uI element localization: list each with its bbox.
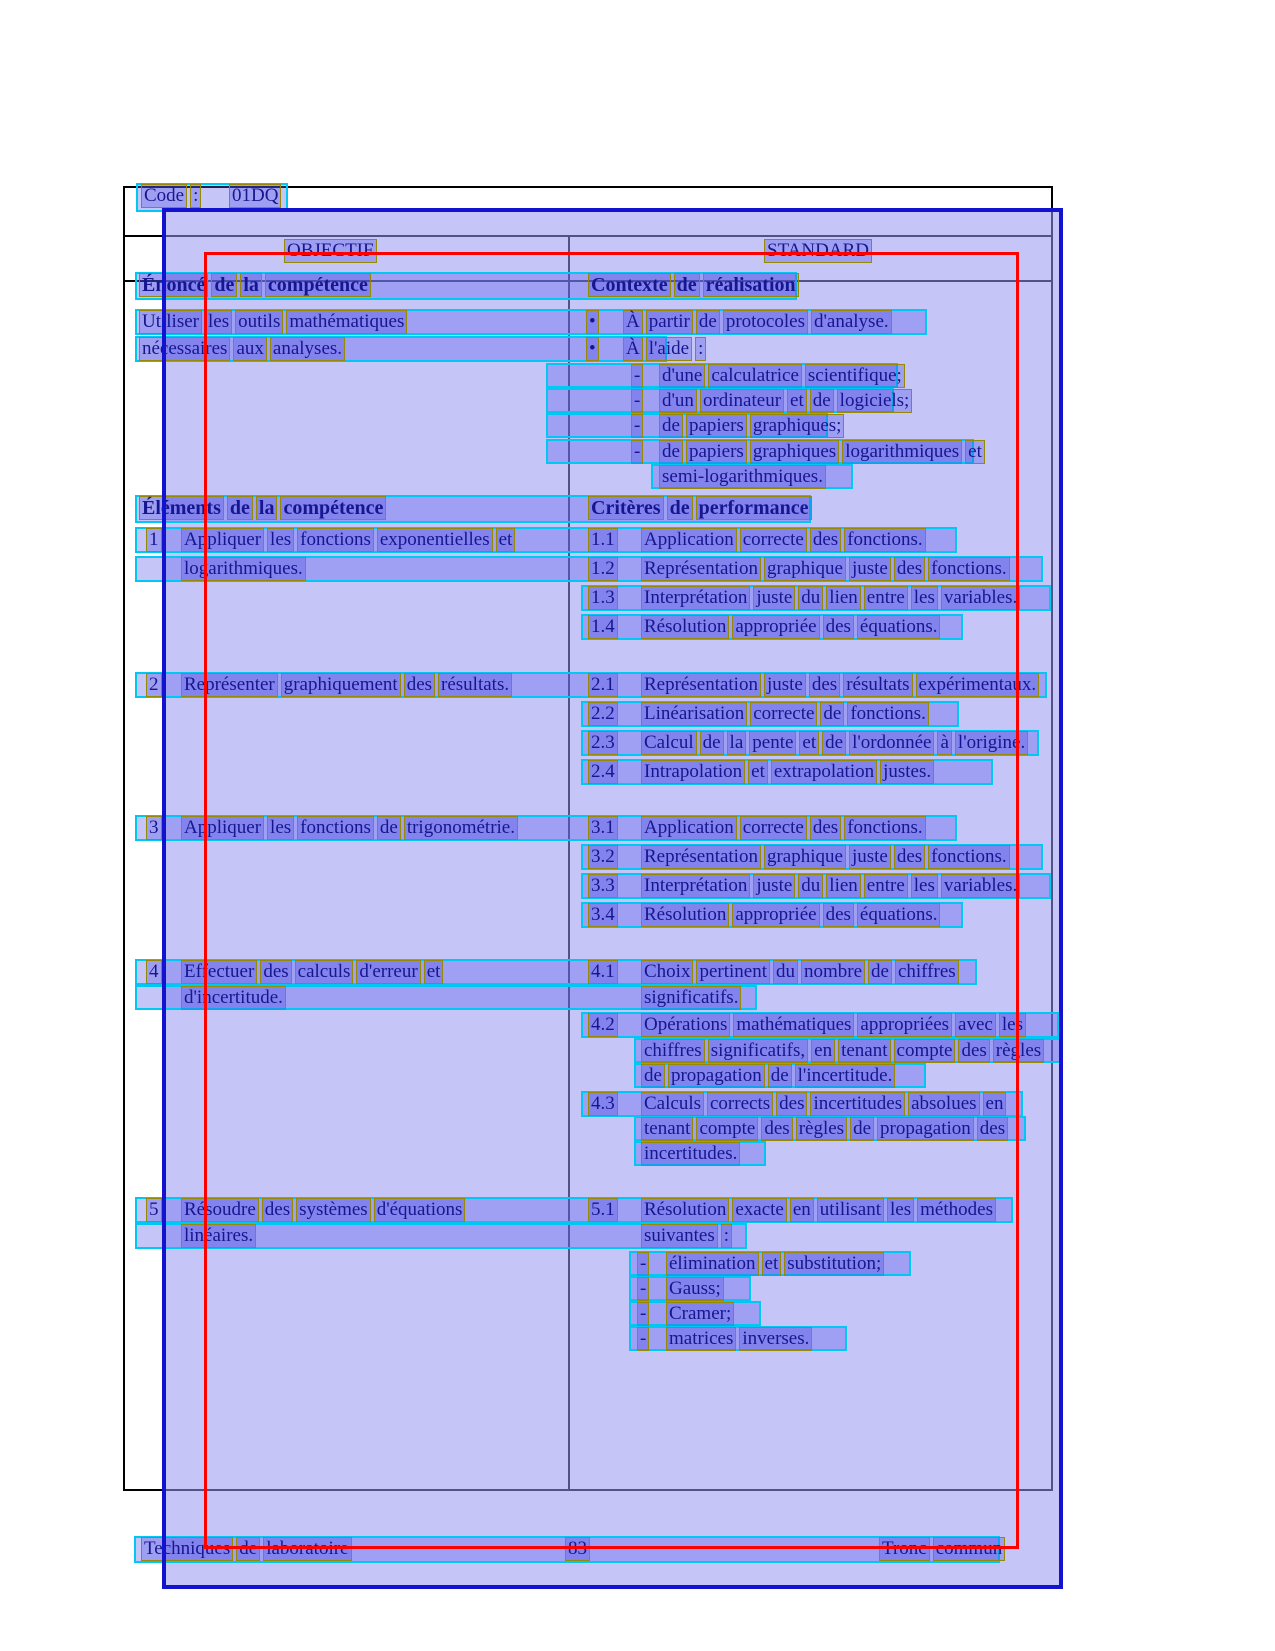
word-box: 1 [146, 528, 162, 552]
word-box: absolues [908, 1092, 979, 1116]
word-box: Code [141, 184, 187, 208]
word-box: et [424, 960, 444, 984]
word-box: expérimentaux. [916, 673, 1040, 697]
word-box: Cramer; [666, 1302, 734, 1326]
word-box: de [822, 731, 846, 755]
word-box: Appliquer [181, 528, 264, 552]
word-box: - [631, 364, 643, 388]
word-box: en [790, 1198, 814, 1222]
word-box: correcte [740, 528, 807, 552]
word-box: avec [955, 1013, 996, 1037]
word-box: règles [993, 1039, 1044, 1063]
word-box: laboratoire [263, 1537, 351, 1561]
word-box: correcte [740, 816, 807, 840]
word-box: 83 [565, 1537, 590, 1561]
word-box: semi-logarithmiques. [659, 465, 826, 489]
word-box: des [810, 816, 841, 840]
word-box: et [762, 1252, 782, 1276]
word-box: fonctions. [847, 702, 928, 726]
word-box: règles [796, 1117, 847, 1141]
word-box: - [631, 440, 643, 464]
word-box: des [894, 557, 925, 581]
word-box: juste [753, 874, 795, 898]
word-box: papiers [686, 414, 747, 438]
code-label [141, 184, 204, 208]
word-box: Application [641, 816, 737, 840]
word-box: À [623, 337, 643, 361]
word-box: de [820, 702, 844, 726]
word-box: Contexte [588, 273, 671, 297]
word-box: - [637, 1277, 649, 1301]
word-box: d'incertitude. [181, 986, 286, 1010]
word-box: résultats. [438, 673, 512, 697]
word-box: variables. [941, 874, 1020, 898]
word-box: de [377, 816, 401, 840]
word-box: 1.3 [588, 586, 618, 610]
word-box: les [999, 1013, 1026, 1037]
word-box: systèmes [296, 1198, 371, 1222]
word-box: Choix [641, 960, 693, 984]
word-box: graphique [764, 557, 846, 581]
word-box: juste [849, 557, 891, 581]
word-box: les [911, 874, 938, 898]
word-box: Interprétation [641, 586, 750, 610]
word-box: incertitudes. [641, 1142, 740, 1166]
word-box: Intrapolation [641, 760, 745, 784]
word-box: de [641, 1064, 665, 1088]
word-box: mathématiques [733, 1013, 854, 1037]
word-box: résultats [843, 673, 912, 697]
word-box: la [240, 273, 262, 297]
word-box: compétence [280, 496, 386, 520]
word-box: en [811, 1039, 835, 1063]
word-box: de [850, 1117, 874, 1141]
word-box: Application [641, 528, 737, 552]
word-box: Effectuer [181, 960, 257, 984]
word-box: des [260, 960, 291, 984]
word-box: outils [235, 310, 283, 334]
word-box: juste [753, 586, 795, 610]
word-box: des [894, 845, 925, 869]
word-box: 3.3 [588, 874, 618, 898]
word-box: et [965, 440, 985, 464]
word-box: - [637, 1327, 649, 1351]
word-box: lien [826, 586, 861, 610]
word-box: des [810, 528, 841, 552]
word-box: Représentation [641, 845, 761, 869]
word-box: graphique [764, 845, 846, 869]
word-box: fonctions. [928, 557, 1009, 581]
word-box: papiers [686, 440, 747, 464]
word-box: les [911, 586, 938, 610]
word-box: - [631, 389, 643, 413]
word-box: inverses. [739, 1327, 812, 1351]
word-box: d'analyse. [811, 310, 892, 334]
word-box: logiciels; [837, 389, 913, 413]
word-box: 5.1 [588, 1198, 618, 1222]
word-box: de [659, 440, 683, 464]
word-box: protocoles [723, 310, 808, 334]
word-box: logarithmiques. [181, 557, 306, 581]
word-box: variables. [941, 586, 1020, 610]
word-box: les [267, 528, 294, 552]
word-box: fonctions. [844, 816, 925, 840]
word-box: Linéarisation [641, 702, 747, 726]
word-box: de [227, 496, 253, 520]
word-box: partir [646, 310, 693, 334]
word-box: de [236, 1537, 260, 1561]
word-box: exponentielles [377, 528, 493, 552]
word-box: des [262, 1198, 293, 1222]
word-box: 3.2 [588, 845, 618, 869]
word-box: 2 [146, 673, 162, 697]
word-box: 3.4 [588, 903, 618, 927]
word-box: des [823, 615, 854, 639]
word-box: fonctions. [928, 845, 1009, 869]
word-box: l'incertitude. [795, 1064, 896, 1088]
word-box: des [404, 673, 435, 697]
word-box: scientifique; [805, 364, 905, 388]
word-box: d'un [659, 389, 697, 413]
word-box: logarithmiques [842, 440, 962, 464]
word-box: élimination [666, 1252, 759, 1276]
word-box: compte [696, 1117, 758, 1141]
word-box: du [773, 960, 798, 984]
word-box: 2.2 [588, 702, 618, 726]
word-box: lien [826, 874, 861, 898]
word-box: suivantes [641, 1224, 718, 1248]
word-box: Opérations [641, 1013, 730, 1037]
word-box: et [799, 731, 819, 755]
word-box: nombre [801, 960, 865, 984]
word-box: • [586, 337, 599, 361]
word-box: significatifs, [708, 1039, 808, 1063]
word-box: Tronc [879, 1537, 930, 1561]
word-box: Résolution [641, 903, 729, 927]
word-box: significatifs. [641, 986, 741, 1010]
word-box: des [958, 1039, 989, 1063]
word-box: de [696, 310, 720, 334]
word-box: compte [894, 1039, 956, 1063]
word-box: Résoudre [181, 1198, 259, 1222]
word-box: - [637, 1252, 649, 1276]
word-box: 4.2 [588, 1013, 618, 1037]
word-box: de [868, 960, 892, 984]
word-box: 1.2 [588, 557, 618, 581]
word-box: graphiquement [281, 673, 401, 697]
word-box: et [748, 760, 768, 784]
word-box: linéaires. [181, 1224, 256, 1248]
word-box: 5 [146, 1198, 162, 1222]
word-box: extrapolation [771, 760, 877, 784]
word-box: calculs [295, 960, 354, 984]
word-box: la [256, 496, 278, 520]
word-box: : [190, 184, 201, 208]
word-box: graphiques [750, 440, 839, 464]
word-box: réalisation [703, 273, 799, 297]
word-box: Éléments [139, 496, 224, 520]
word-box: du [798, 874, 823, 898]
word-box: Représentation [641, 557, 761, 581]
word-box: pente [749, 731, 796, 755]
word-box: Techniques [141, 1537, 233, 1561]
word-box: commun [933, 1537, 1006, 1561]
word-box: 3.1 [588, 816, 618, 840]
word-box: des [823, 903, 854, 927]
word-box: fonctions. [844, 528, 925, 552]
word-box: de [667, 496, 693, 520]
word-box: justes. [880, 760, 934, 784]
word-box: juste [764, 673, 806, 697]
word-box: utilisant [817, 1198, 884, 1222]
word-box: trigonométrie. [404, 816, 518, 840]
word-box: en [983, 1092, 1007, 1116]
word-box: de [674, 273, 700, 297]
word-box: ordinateur [700, 389, 784, 413]
word-box: STANDARD [764, 239, 872, 263]
word-box: : [721, 1224, 732, 1248]
word-box: les [887, 1198, 914, 1222]
word-box: graphiques; [750, 414, 845, 438]
word-box: - [637, 1302, 649, 1326]
word-box: Critères [588, 496, 664, 520]
word-box: l'origine. [955, 731, 1028, 755]
word-box: Représenter [181, 673, 278, 697]
word-box: de [810, 389, 834, 413]
word-box: tenant [641, 1117, 693, 1141]
word-box: 4.3 [588, 1092, 618, 1116]
word-box: substitution; [784, 1252, 884, 1276]
word-box: du [798, 586, 823, 610]
word-box: entre [864, 874, 908, 898]
word-box: 1.1 [588, 528, 618, 552]
word-box: appropriées [857, 1013, 952, 1037]
word-box: calculatrice [708, 364, 802, 388]
word-box: de [659, 414, 683, 438]
word-box: exacte [732, 1198, 787, 1222]
word-box: Résolution [641, 1198, 729, 1222]
word-box: - [631, 414, 643, 438]
word-box: 01DQ [229, 184, 281, 208]
word-box: mathématiques [286, 310, 407, 334]
word-box: Résolution [641, 615, 729, 639]
word-box: les [205, 310, 232, 334]
word-box: : [695, 337, 706, 361]
code-value [229, 184, 284, 208]
word-box: d'une [659, 364, 705, 388]
word-box: des [809, 673, 840, 697]
word-box: correcte [750, 702, 817, 726]
word-box: aux [233, 337, 266, 361]
word-box: Représentation [641, 673, 761, 697]
word-box: équations. [857, 615, 941, 639]
word-box: des [776, 1092, 807, 1116]
word-box: à [937, 731, 951, 755]
word-box: 2.3 [588, 731, 618, 755]
word-box: chiffres [895, 960, 959, 984]
word-box: et [787, 389, 807, 413]
word-box: appropriée [732, 903, 819, 927]
red-annotation-box [204, 252, 1019, 1549]
word-box: l'ordonnée [849, 731, 934, 755]
word-box: de [768, 1064, 792, 1088]
word-box: nécessaires [139, 337, 230, 361]
word-box: les [267, 816, 294, 840]
word-box: compétence [265, 273, 371, 297]
word-box: de [700, 731, 724, 755]
word-box: corrects [707, 1092, 773, 1116]
word-box: Utiliser [139, 310, 202, 334]
word-box: méthodes [917, 1198, 996, 1222]
word-box: Calcul [641, 731, 697, 755]
word-box: des [977, 1117, 1008, 1141]
word-box: d'équations [374, 1198, 466, 1222]
word-box: juste [849, 845, 891, 869]
word-box: 3 [146, 816, 162, 840]
word-box: l'aide [646, 337, 692, 361]
word-box: analyses. [270, 337, 345, 361]
word-box: 1.4 [588, 615, 618, 639]
word-box: et [496, 528, 516, 552]
word-box: propagation [668, 1064, 765, 1088]
word-box: 2.4 [588, 760, 618, 784]
word-box: matrices [666, 1327, 736, 1351]
word-box: fonctions [297, 528, 374, 552]
word-box: la [727, 731, 747, 755]
word-box: entre [864, 586, 908, 610]
word-box: • [586, 310, 599, 334]
word-box: propagation [877, 1117, 974, 1141]
word-box: tenant [838, 1039, 890, 1063]
word-box: pertinent [696, 960, 770, 984]
word-box: performance [696, 496, 812, 520]
word-box: OBJECTIF [284, 239, 377, 263]
word-box: de [211, 273, 237, 297]
word-box: équations. [857, 903, 941, 927]
word-box: incertitudes [810, 1092, 905, 1116]
word-box: fonctions [297, 816, 374, 840]
word-box: À [623, 310, 643, 334]
word-box: 4.1 [588, 960, 618, 984]
word-box: chiffres [641, 1039, 705, 1063]
word-box: d'erreur [356, 960, 420, 984]
word-box: Gauss; [666, 1277, 724, 1301]
word-box: appropriée [732, 615, 819, 639]
word-box: des [761, 1117, 792, 1141]
word-box: Interprétation [641, 874, 750, 898]
word-box: 4 [146, 960, 162, 984]
word-box: Calculs [641, 1092, 704, 1116]
word-box: 2.1 [588, 673, 618, 697]
word-box: Appliquer [181, 816, 264, 840]
word-box: Énoncé [139, 273, 208, 297]
